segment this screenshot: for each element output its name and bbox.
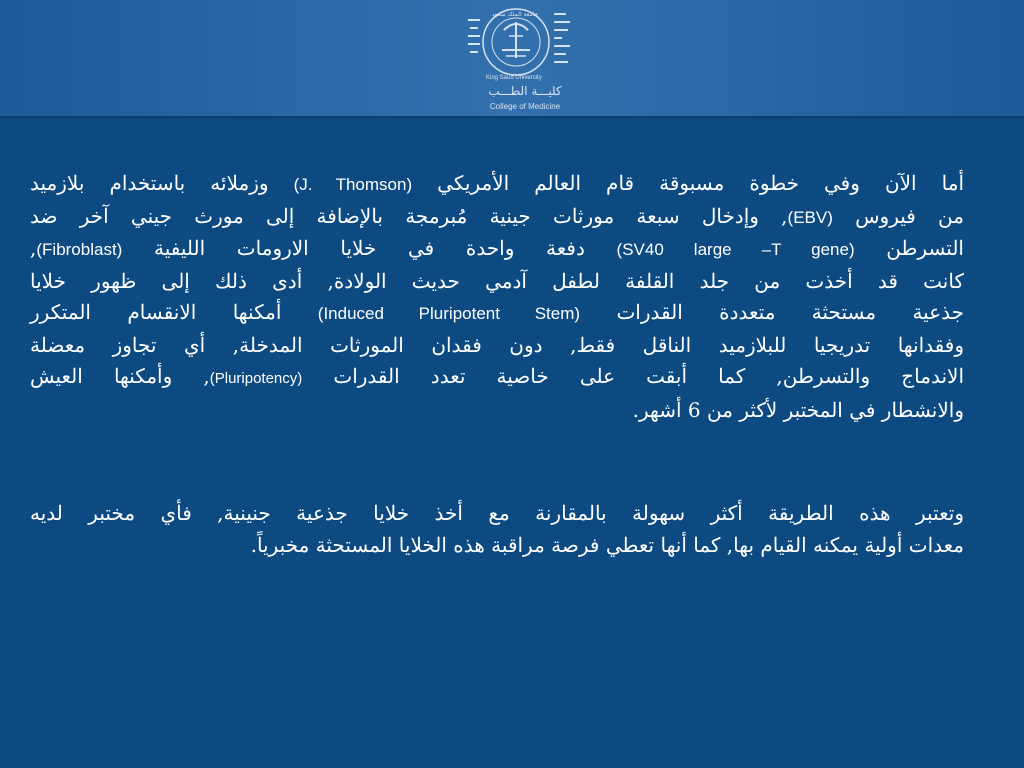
body-text [30,168,964,561]
logo-english-text: King Saud University [486,75,542,81]
latin-term: (Fibroblast) [36,240,123,259]
paragraph-1-line-2 [30,201,964,234]
paragraph-1-line-4: كانت قد أخذت من جلد القلفة لطفل آدمي حديث الولادة, أدى ذلك إلى ظهور خلايا [30,268,964,293]
college-arabic-title: كليـــة الطـــب [488,84,562,98]
paragraph-1-line-8: والانشطار في المختبر لأكثر من 6 أشهر. [632,397,964,422]
text-segment: جذعية مستحثة متعددة القدرات [580,300,964,324]
paragraph-2-line-2: معدات أولية يمكنه القيام بها, كما أنها تعطي فرصة مراقبة هذه الخلايا المستحثة مخبرياً. [250,532,964,557]
paragraph-2 [30,498,964,561]
university-logo [462,0,562,116]
paragraph-1-line-5 [30,297,964,330]
text-segment: أمكنها الانقسام المتكرر [30,300,318,324]
latin-term: (Pluripotency) [209,370,303,387]
text-segment: , وإدخال سبعة مورثات جينية مُبرمجة بالإضافة إلى مورث جيني آخر ضد [30,203,788,228]
text-segment: الاندماج والتسرطن, كما أبقت على خاصية تعدد القدرات [302,364,964,388]
paragraph-1-line-6: وفقدانها تدريجيا للبلازميد الناقل فقط, دون فقدان المورثات المدخلة, أي تجاوز معضلة [30,332,964,357]
text-segment: من فيروس [832,203,964,228]
header-banner [0,0,1024,118]
paragraph-2-line-1: وتعتبر هذه الطريقة أكثر سهولة بالمقارنة مع أخذ خلايا جذعية جنينية, فأي مختبر لديه [30,501,964,525]
text-segment: وزملائه باستخدام بلازميد [30,171,294,195]
latin-term: (EBV) [787,207,833,227]
text-segment: , [30,236,37,260]
university-emblem-icon [462,0,588,84]
paragraph-1 [30,168,964,426]
text-segment: التسرطن [854,236,964,260]
paragraph-1-line-7 [30,361,964,395]
latin-term: (Induced Pluripotent Stem) [317,304,581,323]
text-segment: , وأمكنها العيش [30,364,210,388]
text-segment: دفعة واحدة في خلايا الارومات الليفية [122,236,617,260]
paragraph-1-line-1 [30,168,964,201]
college-english-title: College of Medicine [489,102,561,111]
latin-term: (SV40 large –T gene) [616,240,855,259]
paragraph-1-line-3 [30,233,964,266]
latin-term: (J. Thomson) [293,175,413,194]
text-segment: أما الآن وفي خطوة مسبوقة قام العالم الأمريكي [412,171,965,195]
logo-arabic-text: جامعة الملك سعود [492,11,539,18]
